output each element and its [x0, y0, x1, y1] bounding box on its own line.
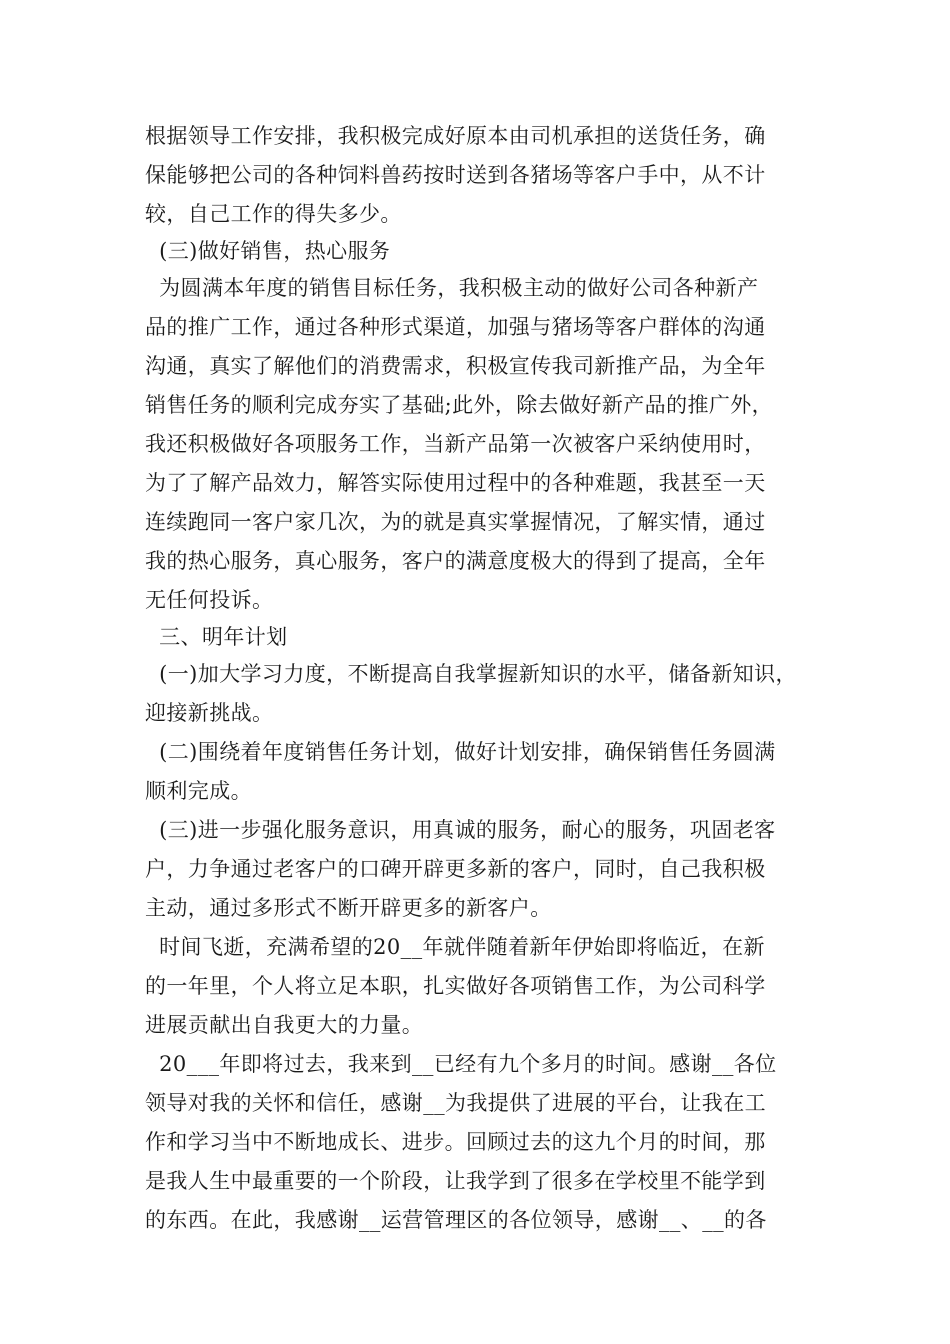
text-line: 品的推广工作，通过各种形式渠道，加强与猪场等客户群体的沟通	[145, 315, 766, 339]
text-line: 是我人生中最重要的一个阶段，让我学到了很多在学校里不能学到	[145, 1169, 766, 1193]
text-line: 保能够把公司的各种饲料兽药按时送到各猪场等客户手中，从不计	[145, 163, 766, 187]
text-line: 连续跑同一客户家几次，为的就是真实掌握情况，了解实情，通过	[145, 510, 766, 534]
text-line: 顺利完成。	[145, 779, 252, 803]
text-line: 为圆满本年度的销售目标任务，我积极主动的做好公司各种新产	[145, 276, 759, 300]
text-line: (一)加大学习力度，不断提高自我掌握新知识的水平，储备新知识，	[145, 662, 797, 686]
text-line: 20___年即将过去，我来到__已经有九个多月的时间。感谢__各位	[145, 1052, 777, 1076]
text-line: 户，力争通过老客户的口碑开辟更多新的客户，同时，自己我积极	[145, 857, 766, 881]
text-line: 销售任务的顺利完成夯实了基础;此外，除去做好新产品的推广外，	[145, 393, 774, 417]
text-line: 的一年里，个人将立足本职，扎实做好各项销售工作，为公司科学	[145, 974, 766, 998]
text-line: 根据领导工作安排，我积极完成好原本由司机承担的送货任务，确	[145, 124, 766, 148]
text-line: 迎接新挑战。	[145, 701, 274, 725]
text-line: 领导对我的关怀和信任，感谢__为我提供了进展的平台，让我在工	[145, 1091, 766, 1115]
text-line: 的东西。在此，我感谢__运营管理区的各位领导，感谢__、__的各	[145, 1208, 767, 1232]
text-line: (三)进一步强化服务意识，用真诚的服务，耐心的服务，巩固老客	[145, 818, 776, 842]
text-line: 我的热心服务，真心服务，客户的满意度极大的得到了提高，全年	[145, 549, 766, 573]
text-line: 主动，通过多形式不断开辟更多的新客户。	[145, 896, 552, 920]
text-line: 沟通，真实了解他们的消费需求，积极宣传我司新推产品，为全年	[145, 354, 766, 378]
text-line: 无任何投诉。	[145, 588, 274, 612]
section-heading: (三)做好销售，热心服务	[145, 239, 391, 263]
text-line: 作和学习当中不断地成长、进步。回顾过去的这九个月的时间，那	[145, 1130, 766, 1154]
text-line: 较，自己工作的得失多少。	[145, 202, 402, 226]
text-line: 我还积极做好各项服务工作，当新产品第一次被客户采纳使用时，	[145, 432, 766, 456]
text-line: 时间飞逝，充满希望的20__年就伴随着新年伊始即将临近，在新	[145, 935, 765, 959]
section-heading: 三、明年计划	[145, 625, 288, 649]
text-line: (二)围绕着年度销售任务计划，做好计划安排，确保销售任务圆满	[145, 740, 776, 764]
text-line: 为了了解产品效力，解答实际使用过程中的各种难题，我甚至一天	[145, 471, 766, 495]
text-line: 进展贡献出自我更大的力量。	[145, 1013, 424, 1037]
